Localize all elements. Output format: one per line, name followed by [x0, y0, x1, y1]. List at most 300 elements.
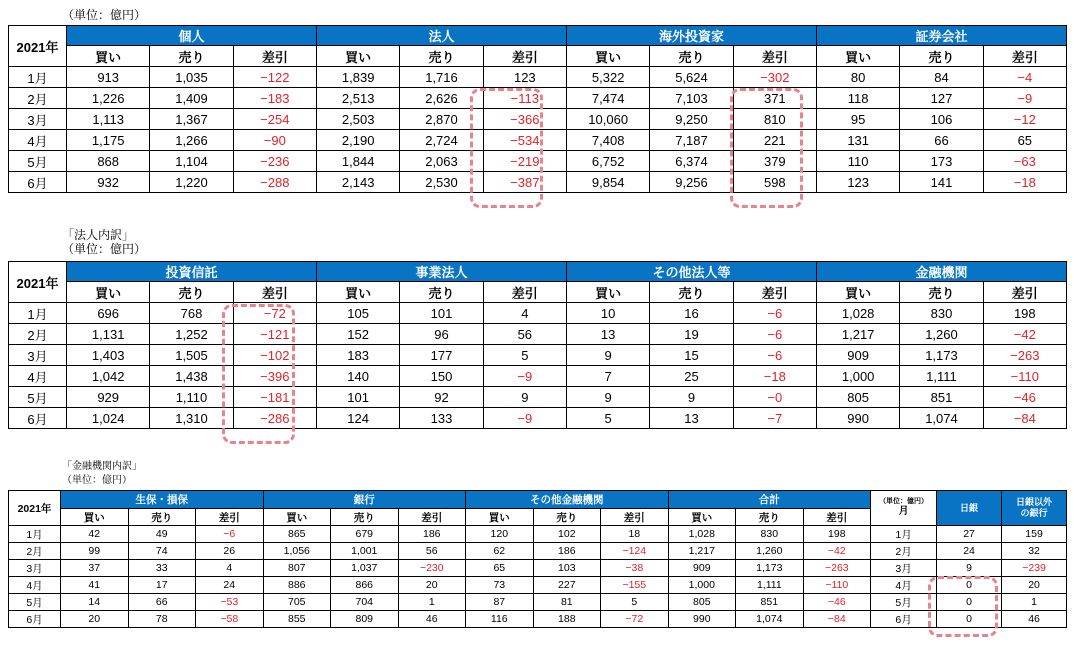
value-cell: 1,000 — [816, 366, 899, 387]
value-cell: 62 — [466, 543, 534, 560]
value-cell: 80 — [817, 67, 900, 88]
value-cell: 124 — [316, 408, 399, 429]
value-cell: 66 — [900, 130, 983, 151]
value-cell: −155 — [601, 577, 669, 594]
value-cell: 198 — [803, 526, 871, 543]
sub-header: 買い — [316, 282, 399, 303]
group-header: 証券会社 — [817, 26, 1067, 46]
table-row — [9, 526, 1067, 543]
table-row — [9, 345, 1067, 366]
value-cell: 99 — [61, 543, 129, 560]
value-cell: −72 — [233, 303, 316, 324]
value-cell: 1,252 — [150, 324, 233, 345]
sub-header: 買い — [263, 509, 331, 526]
value-cell: 10,060 — [567, 109, 650, 130]
value-cell: −286 — [233, 408, 316, 429]
value-cell: −84 — [803, 611, 871, 628]
table-row — [9, 172, 1067, 193]
value-cell: 1,074 — [900, 408, 983, 429]
value-cell: 1,037 — [331, 560, 399, 577]
value-cell: −124 — [601, 543, 669, 560]
value-cell: 41 — [61, 577, 129, 594]
value-cell: 1,217 — [816, 324, 899, 345]
sub-header: 売り — [533, 509, 601, 526]
month-cell: 2月 — [9, 88, 67, 109]
other-banks-header-line1: 日銀以外 — [1016, 497, 1053, 507]
value-cell: −534 — [483, 130, 566, 151]
value-cell: 9,854 — [567, 172, 650, 193]
sub-header: 差引 — [983, 282, 1066, 303]
sub-header: 売り — [150, 282, 233, 303]
value-cell: 1,104 — [150, 151, 233, 172]
value-cell: 183 — [316, 345, 399, 366]
value-cell: −230 — [398, 560, 466, 577]
month-cell: 2月 — [9, 543, 61, 560]
value-cell: 7 — [566, 366, 649, 387]
corporate-breakdown-table — [8, 261, 1067, 429]
value-cell: −110 — [803, 577, 871, 594]
sub-header: 売り — [900, 46, 983, 67]
value-cell: 131 — [817, 130, 900, 151]
value-cell: 13 — [566, 324, 649, 345]
table-row — [9, 408, 1067, 429]
value-cell: 141 — [900, 172, 983, 193]
value-cell: 371 — [733, 88, 816, 109]
value-cell: 1,438 — [150, 366, 233, 387]
value-cell: 809 — [331, 611, 399, 628]
other-banks-value-cell: 20 — [1002, 577, 1067, 594]
value-cell: −9 — [983, 88, 1066, 109]
sub-header: 差引 — [803, 509, 871, 526]
value-cell: −18 — [983, 172, 1066, 193]
value-cell: 9 — [650, 387, 733, 408]
value-cell: 140 — [316, 366, 399, 387]
table3-caption: 「金融機関内訳」 — [62, 461, 142, 472]
value-cell: 9,256 — [650, 172, 733, 193]
value-cell: 1,113 — [67, 109, 150, 130]
value-cell: 7,408 — [567, 130, 650, 151]
group-header: 銀行 — [263, 491, 466, 509]
table-row — [9, 324, 1067, 345]
value-cell: 1,266 — [150, 130, 233, 151]
value-cell: 26 — [196, 543, 264, 560]
value-cell: 909 — [668, 560, 736, 577]
table-row — [9, 387, 1067, 408]
value-cell: 1,035 — [150, 67, 233, 88]
group-header: 投資信託 — [67, 262, 317, 282]
value-cell: 379 — [733, 151, 816, 172]
side-month-cell: 4月 — [871, 577, 937, 594]
side-unit-label: （単位：億円） — [879, 498, 929, 505]
value-cell: 805 — [816, 387, 899, 408]
value-cell: 1,056 — [263, 543, 331, 560]
value-cell: 2,724 — [400, 130, 483, 151]
value-cell: 1,310 — [150, 408, 233, 429]
value-cell: 990 — [816, 408, 899, 429]
side-month-cell: 1月 — [871, 526, 937, 543]
value-cell: 127 — [900, 88, 983, 109]
value-cell: 16 — [650, 303, 733, 324]
value-cell: 173 — [900, 151, 983, 172]
value-cell: 42 — [61, 526, 129, 543]
value-cell: −18 — [733, 366, 816, 387]
table-row — [9, 151, 1067, 172]
investor-trading-table — [8, 25, 1067, 193]
value-cell: 95 — [817, 109, 900, 130]
table-row — [9, 88, 1067, 109]
value-cell: 15 — [650, 345, 733, 366]
value-cell: 106 — [900, 109, 983, 130]
value-cell: 25 — [650, 366, 733, 387]
table-row — [9, 67, 1067, 88]
value-cell: 855 — [263, 611, 331, 628]
value-cell: 1,409 — [150, 88, 233, 109]
value-cell: 1,028 — [668, 526, 736, 543]
side-month-label: 月 — [898, 506, 909, 517]
value-cell: 19 — [650, 324, 733, 345]
value-cell: 851 — [900, 387, 983, 408]
value-cell: −396 — [233, 366, 316, 387]
value-cell: 705 — [263, 594, 331, 611]
financial-institution-breakdown-table — [8, 490, 1067, 628]
value-cell: −53 — [196, 594, 264, 611]
year-label: 2021年 — [9, 26, 67, 67]
value-cell: 20 — [398, 577, 466, 594]
value-cell: 33 — [128, 560, 196, 577]
table2-unit-note: （単位：億円） — [62, 242, 147, 256]
value-cell: −46 — [983, 387, 1066, 408]
value-cell: 84 — [900, 67, 983, 88]
sub-header: 買い — [317, 46, 400, 67]
value-cell: 5,322 — [567, 67, 650, 88]
value-cell: −219 — [483, 151, 566, 172]
sub-header: 売り — [400, 282, 483, 303]
value-cell: 1,173 — [900, 345, 983, 366]
value-cell: −9 — [483, 366, 566, 387]
value-cell: 120 — [466, 526, 534, 543]
value-cell: −12 — [983, 109, 1066, 130]
value-cell: 704 — [331, 594, 399, 611]
value-cell: 929 — [67, 387, 150, 408]
value-cell: 2,063 — [400, 151, 483, 172]
sub-header: 売り — [150, 46, 233, 67]
value-cell: 805 — [668, 594, 736, 611]
value-cell: 46 — [398, 611, 466, 628]
value-cell: 696 — [67, 303, 150, 324]
value-cell: 913 — [67, 67, 150, 88]
value-cell: −288 — [233, 172, 316, 193]
value-cell: 5 — [601, 594, 669, 611]
value-cell: 150 — [400, 366, 483, 387]
value-cell: 9,250 — [650, 109, 733, 130]
table-row — [9, 543, 1067, 560]
value-cell: 227 — [533, 577, 601, 594]
value-cell: 1,001 — [331, 543, 399, 560]
value-cell: 65 — [983, 130, 1066, 151]
table-row — [9, 560, 1067, 577]
value-cell: 851 — [736, 594, 804, 611]
month-cell: 2月 — [9, 324, 67, 345]
month-cell: 3月 — [9, 345, 67, 366]
value-cell: 2,626 — [400, 88, 483, 109]
value-cell: 1,111 — [736, 577, 804, 594]
value-cell: 810 — [733, 109, 816, 130]
value-cell: 1,505 — [150, 345, 233, 366]
value-cell: 990 — [668, 611, 736, 628]
value-cell: 101 — [400, 303, 483, 324]
value-cell: 37 — [61, 560, 129, 577]
sub-header: 買い — [67, 46, 150, 67]
value-cell: 73 — [466, 577, 534, 594]
sub-header: 買い — [466, 509, 534, 526]
value-cell: 2,870 — [400, 109, 483, 130]
value-cell: 188 — [533, 611, 601, 628]
value-cell: 49 — [128, 526, 196, 543]
side-month-cell: 6月 — [871, 611, 937, 628]
value-cell: 2,503 — [317, 109, 400, 130]
value-cell: 5 — [566, 408, 649, 429]
value-cell: 1,111 — [900, 366, 983, 387]
value-cell: 66 — [128, 594, 196, 611]
value-cell: 1,175 — [67, 130, 150, 151]
group-header: 事業法人 — [316, 262, 566, 282]
value-cell: 1,131 — [67, 324, 150, 345]
value-cell: −84 — [983, 408, 1066, 429]
sub-header: 売り — [331, 509, 399, 526]
value-cell: 2,190 — [317, 130, 400, 151]
value-cell: −72 — [601, 611, 669, 628]
table-row — [9, 130, 1067, 151]
sub-header: 売り — [650, 282, 733, 303]
sub-header-row — [9, 282, 1067, 303]
table-row — [9, 611, 1067, 628]
value-cell: 830 — [900, 303, 983, 324]
sub-header: 買い — [566, 282, 649, 303]
month-cell: 1月 — [9, 67, 67, 88]
group-header: 生保・損保 — [61, 491, 264, 509]
month-cell: 5月 — [9, 151, 67, 172]
sub-header: 差引 — [601, 509, 669, 526]
group-header: 合計 — [668, 491, 871, 509]
value-cell: 56 — [483, 324, 566, 345]
value-cell: 14 — [61, 594, 129, 611]
value-cell: −263 — [983, 345, 1066, 366]
side-unit-month-header — [871, 491, 937, 526]
other-banks-value-cell: 46 — [1002, 611, 1067, 628]
sub-header: 買い — [816, 282, 899, 303]
value-cell: −9 — [483, 408, 566, 429]
sub-header: 売り — [736, 509, 804, 526]
side-month-cell: 5月 — [871, 594, 937, 611]
boj-header: 日銀 — [937, 491, 1002, 526]
value-cell: 1,403 — [67, 345, 150, 366]
side-month-cell: 2月 — [871, 543, 937, 560]
sub-header: 買い — [668, 509, 736, 526]
boj-value-cell: 9 — [937, 560, 1002, 577]
boj-value-cell: 0 — [937, 611, 1002, 628]
value-cell: 103 — [533, 560, 601, 577]
table-row — [9, 303, 1067, 324]
value-cell: −63 — [983, 151, 1066, 172]
boj-value-cell: 0 — [937, 594, 1002, 611]
month-cell: 3月 — [9, 109, 67, 130]
value-cell: −181 — [233, 387, 316, 408]
value-cell: 5 — [483, 345, 566, 366]
other-banks-value-cell: 159 — [1002, 526, 1067, 543]
value-cell: 865 — [263, 526, 331, 543]
month-cell: 4月 — [9, 366, 67, 387]
month-cell: 4月 — [9, 130, 67, 151]
value-cell: 123 — [483, 67, 566, 88]
group-header: 金融機関 — [816, 262, 1066, 282]
value-cell: 105 — [316, 303, 399, 324]
month-cell: 5月 — [9, 594, 61, 611]
value-cell: −7 — [733, 408, 816, 429]
value-cell: 5,624 — [650, 67, 733, 88]
group-header: 海外投資家 — [567, 26, 817, 46]
group-header: その他金融機関 — [466, 491, 669, 509]
value-cell: 1,260 — [900, 324, 983, 345]
value-cell: −38 — [601, 560, 669, 577]
value-cell: 1,024 — [67, 408, 150, 429]
value-cell: 868 — [67, 151, 150, 172]
value-cell: 598 — [733, 172, 816, 193]
group-header: 個人 — [67, 26, 317, 46]
value-cell: 2,513 — [317, 88, 400, 109]
value-cell: 9 — [566, 345, 649, 366]
sub-header: 買い — [67, 282, 150, 303]
value-cell: −42 — [983, 324, 1066, 345]
group-header: その他法人等 — [566, 262, 816, 282]
sub-header: 差引 — [483, 46, 566, 67]
sub-header: 差引 — [196, 509, 264, 526]
value-cell: 101 — [316, 387, 399, 408]
value-cell: 18 — [601, 526, 669, 543]
value-cell: 118 — [817, 88, 900, 109]
value-cell: 186 — [533, 543, 601, 560]
group-header-row — [9, 26, 1067, 46]
value-cell: 102 — [533, 526, 601, 543]
value-cell: 177 — [400, 345, 483, 366]
sub-header: 買い — [817, 46, 900, 67]
table-row — [9, 366, 1067, 387]
value-cell: −90 — [233, 130, 316, 151]
value-cell: 186 — [398, 526, 466, 543]
month-cell: 5月 — [9, 387, 67, 408]
value-cell: −6 — [733, 345, 816, 366]
boj-value-cell: 24 — [937, 543, 1002, 560]
value-cell: 56 — [398, 543, 466, 560]
value-cell: 1,716 — [400, 67, 483, 88]
value-cell: 198 — [983, 303, 1066, 324]
table-row — [9, 577, 1067, 594]
boj-value-cell: 27 — [937, 526, 1002, 543]
value-cell: −42 — [803, 543, 871, 560]
value-cell: 1,110 — [150, 387, 233, 408]
other-banks-header-line2: の銀行 — [1020, 508, 1048, 518]
month-cell: 1月 — [9, 303, 67, 324]
value-cell: 133 — [400, 408, 483, 429]
sub-header: 差引 — [398, 509, 466, 526]
value-cell: −254 — [233, 109, 316, 130]
value-cell: −263 — [803, 560, 871, 577]
sub-header: 売り — [400, 46, 483, 67]
group-header: 法人 — [317, 26, 567, 46]
month-cell: 1月 — [9, 526, 61, 543]
value-cell: 7,103 — [650, 88, 733, 109]
value-cell: 768 — [150, 303, 233, 324]
year-label: 2021年 — [9, 262, 67, 303]
sub-header: 売り — [900, 282, 983, 303]
value-cell: 7,474 — [567, 88, 650, 109]
value-cell: 4 — [483, 303, 566, 324]
value-cell: −6 — [733, 324, 816, 345]
value-cell: 830 — [736, 526, 804, 543]
value-cell: −102 — [233, 345, 316, 366]
value-cell: 87 — [466, 594, 534, 611]
value-cell: 1,220 — [150, 172, 233, 193]
value-cell: 96 — [400, 324, 483, 345]
value-cell: 10 — [566, 303, 649, 324]
sub-header: 差引 — [483, 282, 566, 303]
sub-header-row — [9, 46, 1067, 67]
table3-unit-note: （単位：億円） — [62, 475, 132, 486]
value-cell: 2,530 — [400, 172, 483, 193]
value-cell: 1,217 — [668, 543, 736, 560]
table-row — [9, 594, 1067, 611]
sub-header: 差引 — [233, 46, 316, 67]
value-cell: −302 — [733, 67, 816, 88]
table-row — [9, 109, 1067, 130]
value-cell: 81 — [533, 594, 601, 611]
value-cell: 110 — [817, 151, 900, 172]
boj-value-cell: 0 — [937, 577, 1002, 594]
value-cell: 866 — [331, 577, 399, 594]
value-cell: 65 — [466, 560, 534, 577]
value-cell: −366 — [483, 109, 566, 130]
value-cell: 74 — [128, 543, 196, 560]
value-cell: 1,173 — [736, 560, 804, 577]
value-cell: 17 — [128, 577, 196, 594]
value-cell: 932 — [67, 172, 150, 193]
value-cell: 13 — [650, 408, 733, 429]
other-banks-value-cell: 1 — [1002, 594, 1067, 611]
value-cell: 1,226 — [67, 88, 150, 109]
value-cell: 9 — [566, 387, 649, 408]
table1-unit-note: （単位：億円） — [62, 8, 147, 22]
table2-caption: 「法人内訳」 — [62, 228, 135, 242]
sub-header: 差引 — [983, 46, 1066, 67]
value-cell: −4 — [983, 67, 1066, 88]
value-cell: −6 — [733, 303, 816, 324]
month-cell: 4月 — [9, 577, 61, 594]
month-cell: 6月 — [9, 408, 67, 429]
group-header-row — [9, 491, 1067, 509]
value-cell: 679 — [331, 526, 399, 543]
other-banks-header — [1002, 491, 1067, 526]
value-cell: 909 — [816, 345, 899, 366]
value-cell: −46 — [803, 594, 871, 611]
value-cell: 1,000 — [668, 577, 736, 594]
value-cell: 7,187 — [650, 130, 733, 151]
value-cell: −236 — [233, 151, 316, 172]
value-cell: 20 — [61, 611, 129, 628]
sub-header: 買い — [61, 509, 129, 526]
value-cell: 116 — [466, 611, 534, 628]
month-cell: 3月 — [9, 560, 61, 577]
value-cell: −110 — [983, 366, 1066, 387]
value-cell: 1,074 — [736, 611, 804, 628]
